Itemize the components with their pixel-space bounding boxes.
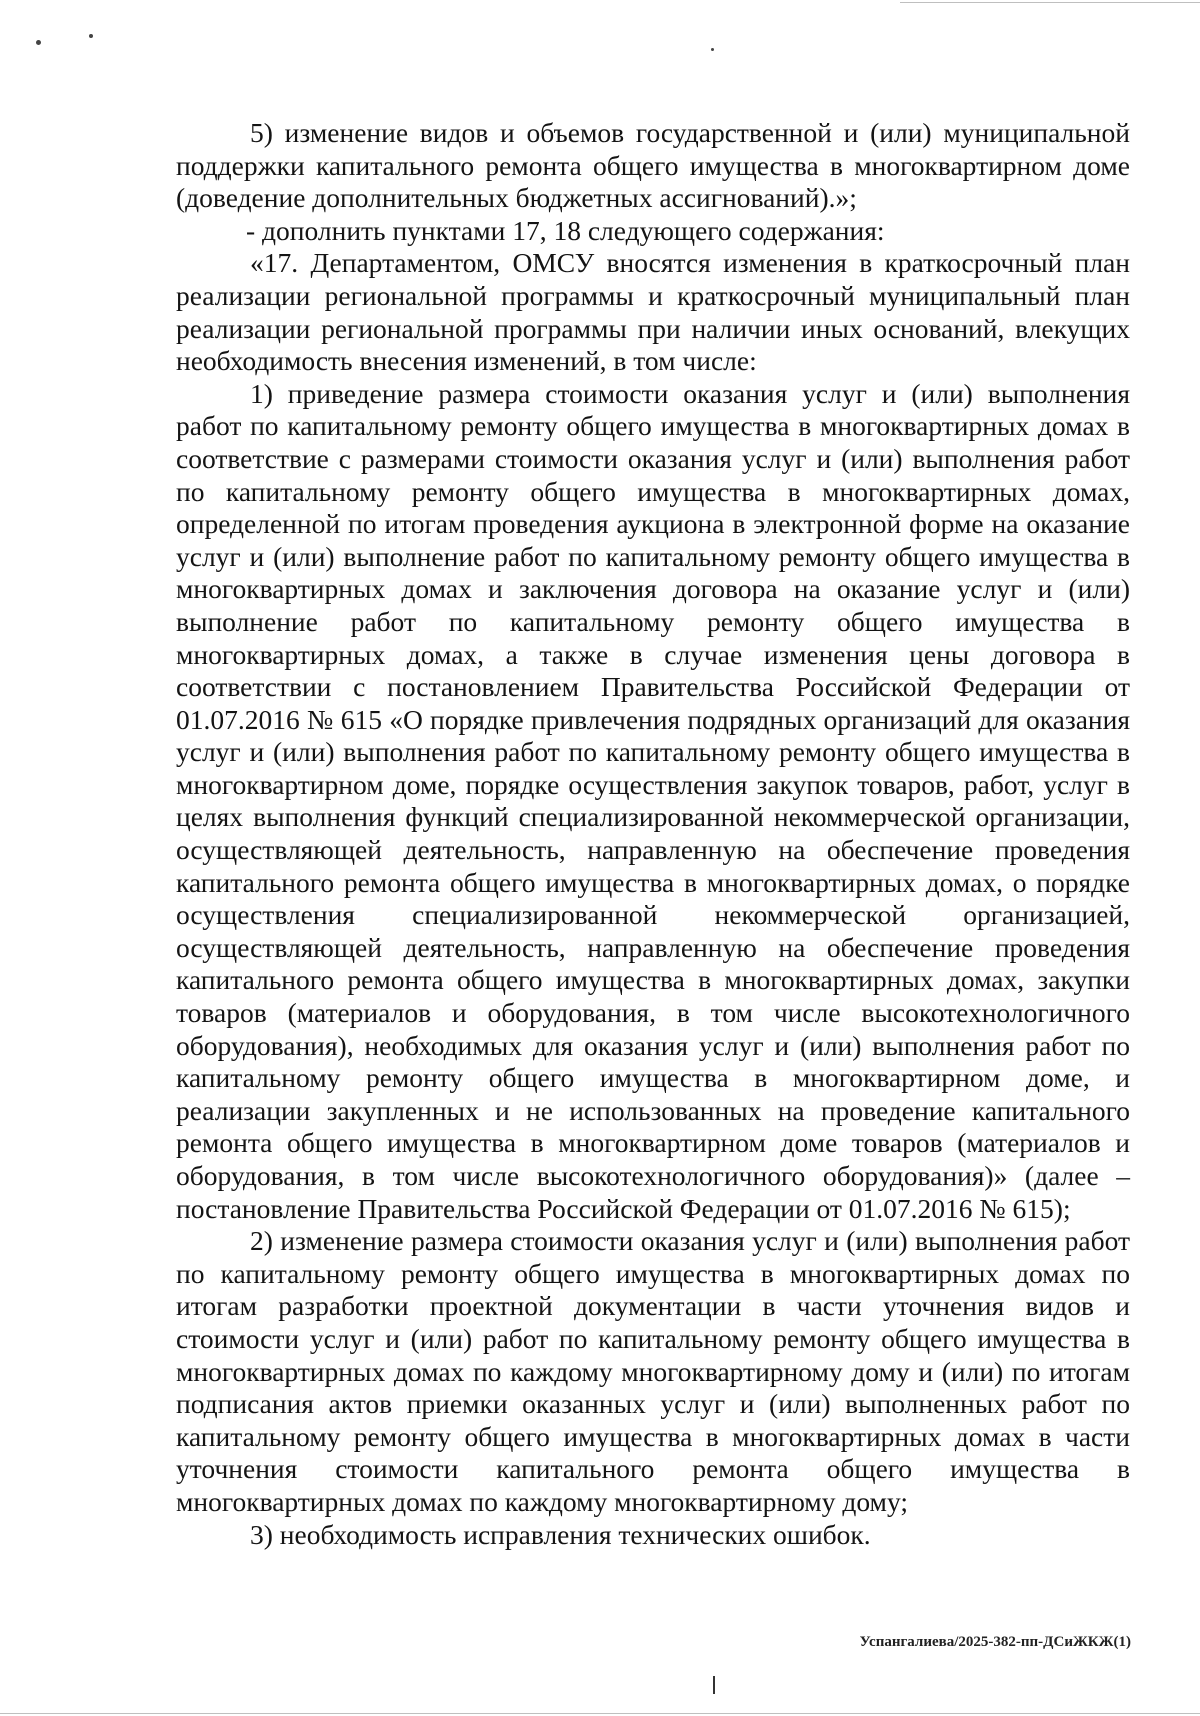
paragraph-clause-17: «17. Департаментом, ОМСУ вносятся изменения в краткосрочный план реализации региональной программы и краткосрочный муниципальный план реализации региональной программы при наличии иных оснований, влекущих необходимость внесения изменений, в том числе: [176,247,1130,377]
document-body [176,117,1130,1551]
page-mark [713,1676,715,1694]
paragraph-amendment-intro: - дополнить пунктами 17, 18 следующего содержания: [246,214,885,246]
paragraph-subitem-1: 1) приведение размера стоимости оказания услуг и (или) выполнения работ по капитальному ремонту общего имущества в многоквартирных домах в соответствие с размерами стоимости оказания услуг и (или) выполнения работ по капитальному ремонту общего имущества в многоквартирных домах, определенной по итогам проведения аукциона в электронной форме на оказание услуг и (или) выполнение работ по капитальному ремонту общего имущества в многоквартирных домах и заключения договора на оказание услуг и (или) выполнение работ по капитальному ремонту общего имущества в многоквартирных домах, а также в случае изменения цены договора в соответствии с постановлением Правительства Российской Федерации от 01.07.2016 № 615 «О порядке привлечения подрядных организаций для оказания услуг и (или) выполнения работ по капитальному ремонту общего имущества в многоквартирном доме, порядке осуществления закупок товаров, работ, услуг в целях выполнения функций специализированной некоммерческой организации, осуществляющей деятельность, направленную на обеспечение проведения капитального ремонта общего имущества в многоквартирных домах, о порядке осуществления специализированной некоммерческой организацией, осуществляющей деятельность, направленную на обеспечение проведения капитального ремонта общего имущества в многоквартирных домах, закупки товаров (материалов и оборудования, в том числе высокотехнологичного оборудования), необходимых для оказания услуг и (или) выполнения работ по капитальному ремонту общего имущества в многоквартирном доме, и реализации закупленных и не использованных на проведение капитального ремонта общего имущества в многоквартирном доме товаров (материалов и оборудования, в том числе высокотехнологичного оборудования)» (далее – постановление Правительства Российской Федерации от 01.07.2016 № 615); [176,377,1130,1224]
paragraph-item-5: 5) изменение видов и объемов государственной и (или) муниципальной поддержки капитального ремонта общего имущества в многоквартирном доме (доведение дополнительных бюджетных ассигнований).»; [176,117,1130,214]
document-footer-code: Успангалиева/2025-382-пп-ДСиЖКЖ(1) [859,1634,1131,1650]
scan-speck [711,48,714,51]
scan-speck [89,34,93,38]
scan-edge-line [0,1713,1200,1714]
scan-speck [36,40,41,45]
paragraph-subitem-2: 2) изменение размера стоимости оказания услуг и (или) выполнения работ по капитальному ремонту общего имущества в многоквартирных домах по итогам разработки проектной документации в части уточнения видов и стоимости услуг и (или) работ по капитальному ремонту общего имущества в многоквартирных домах по каждому многоквартирному дому и (или) по итогам подписания актов приемки оказанных услуг и (или) выполненных работ по капитальному ремонту общего имущества в многоквартирных домах в части уточнения стоимости капитального ремонта общего имущества в многоквартирных домах по каждому многоквартирному дому; [176,1225,1130,1517]
scan-edge-line [900,2,1200,3]
paragraph-subitem-3: 3) необходимость исправления технических ошибок. [250,1518,871,1550]
